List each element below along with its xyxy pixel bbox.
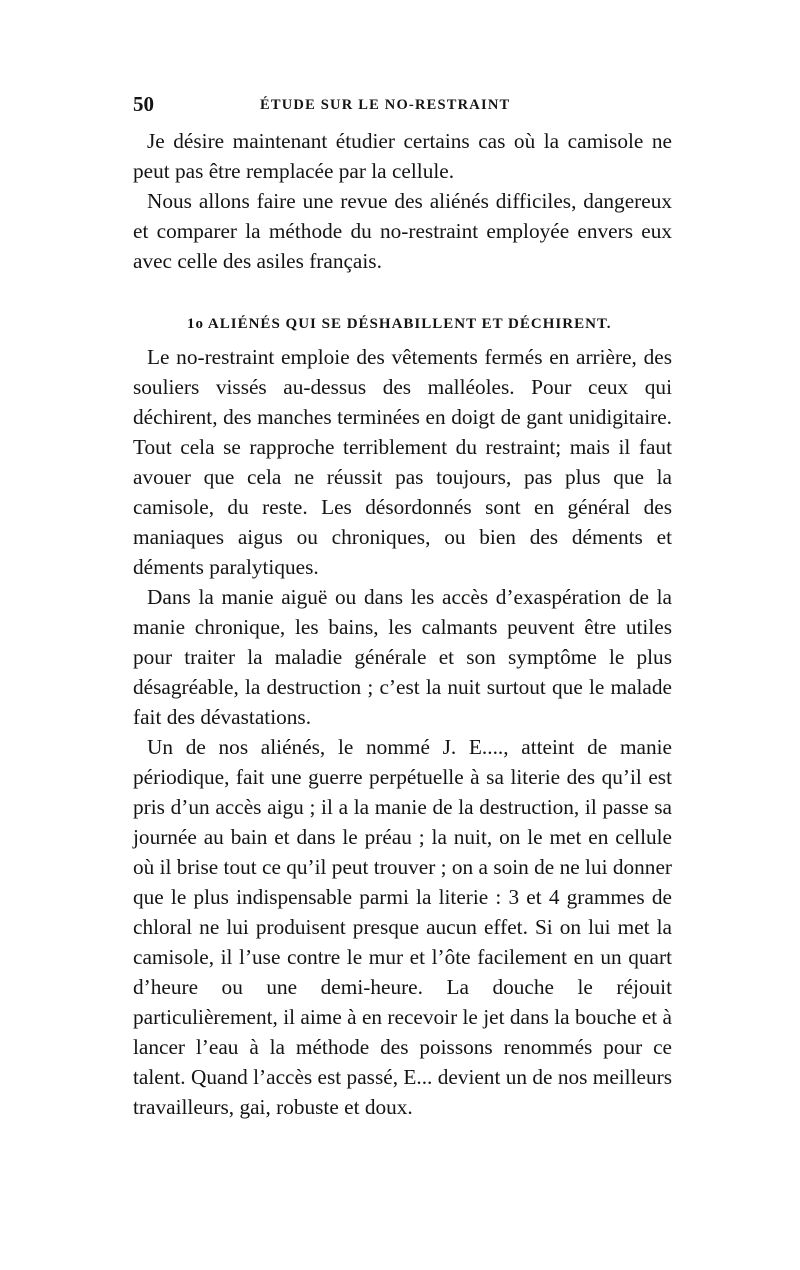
paragraph-intro: Je désire maintenant étudier certains cas où la camisole ne peut pas être remplacée par la cellule. bbox=[133, 129, 672, 183]
running-head bbox=[133, 92, 673, 116]
section-heading: 1o ALIÉNÉS QUI SE DÉSHABILLENT ET DÉCHIRENT. bbox=[187, 316, 612, 332]
running-title: ÉTUDE SUR LE NO-RESTRAINT bbox=[260, 97, 511, 113]
paragraph-review: Nous allons faire une revue des aliénés difficiles, dangereux et comparer la méthode du no-restraint employée envers eux avec celle des asiles français. bbox=[133, 189, 672, 273]
paragraph-acute-mania: Dans la manie aiguë ou dans les accès d’exaspération de la manie chronique, les bains, les calmants peuvent être utiles pour traiter la maladie générale et son symptôme le plus désagréable, la destruction ; c’est la nuit surtout que le malade fait des dévastations. bbox=[133, 585, 672, 729]
paragraph-no-restraint: Le no-restraint emploie des vêtements fermés en arrière, des souliers vissés au-dessus des malléoles. Pour ceux qui déchirent, des manches terminées en doigt de gant unidigitaire. Tout cela se rapproche terriblement du restraint; mais il faut avouer que cela ne réussit pas toujours, pas plus que la camisole, du reste. Les désordonnés sont en général des maniaques aigus ou chroniques, ou bien des déments et déments paralytiques. bbox=[133, 345, 672, 579]
page-number: 50 bbox=[133, 92, 154, 116]
body-text bbox=[133, 126, 672, 1122]
paragraph-case-je: Un de nos aliénés, le nommé J. E...., atteint de manie périodique, fait une guerre perpétuelle à sa literie des qu’il est pris d’un accès aigu ; il a la manie de la destruction, il passe sa journée au bain et dans le préau ; la nuit, on le met en cellule où il brise tout ce qu’il peut trouver ; on a soin de ne lui donner que le plus indispensable parmi la literie : 3 et 4 grammes de chloral ne lui produisent presque aucun effet. Si on lui met la camisole, il l’use contre le mur et l’ôte facilement en un quart d’heure ou une demi-heure. La douche le réjouit particulièrement, il aime à en recevoir le jet dans la bouche et à lancer l’eau à la méthode des poissons renommés pour ce talent. Quand l’accès est passé, E... devient un de nos meilleurs travailleurs, gai, robuste et doux. bbox=[133, 735, 672, 1119]
